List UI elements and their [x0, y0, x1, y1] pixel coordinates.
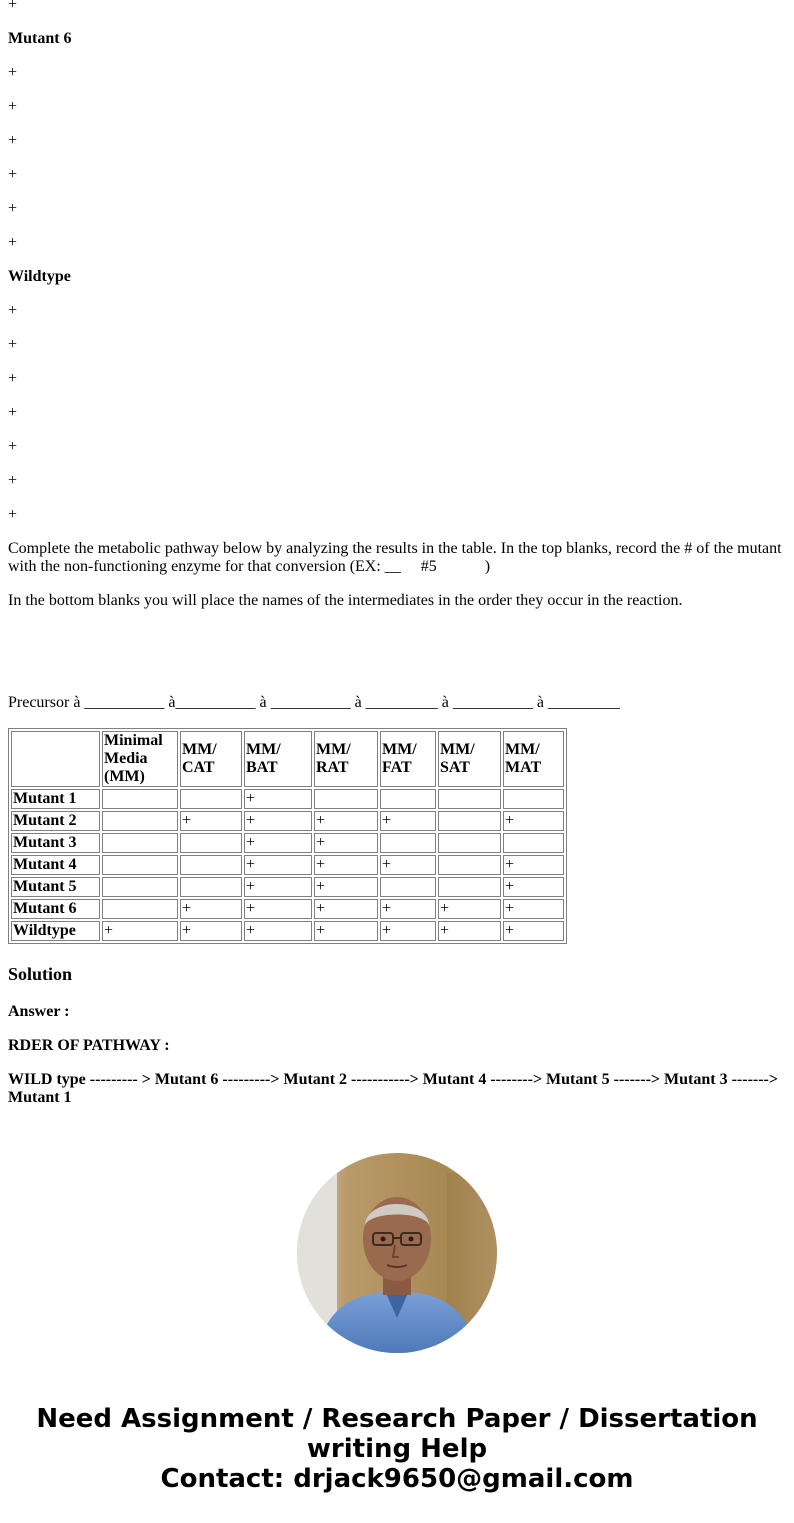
table-cell: + [180, 811, 242, 831]
table-cell: + [314, 811, 378, 831]
table-cell: + [314, 899, 378, 919]
row-label: Mutant 2 [11, 811, 100, 831]
tutor-portrait-image [297, 1153, 497, 1353]
table-cell [380, 789, 436, 809]
plus-mark: + [8, 472, 18, 489]
plus-mark: + [8, 234, 18, 251]
solution-heading: Solution [8, 964, 73, 984]
table-cell: + [314, 833, 378, 853]
promo-line: writing Help [306, 1434, 488, 1464]
plus-mark: + [8, 200, 18, 217]
table-cell [438, 833, 501, 853]
table-cell [438, 789, 501, 809]
table-cell [102, 833, 178, 853]
contact-email: Contact: drjack9650@gmail.com [160, 1464, 634, 1494]
mutant6-heading: Mutant 6 [8, 30, 72, 47]
table-cell: + [314, 855, 378, 875]
plus-mark: + [8, 0, 18, 13]
table-row [11, 855, 564, 875]
plus-mark: + [8, 404, 18, 421]
row-label: Mutant 4 [11, 855, 100, 875]
table-cell [102, 899, 178, 919]
answer-label: Answer : [8, 1003, 70, 1020]
results-table [8, 728, 567, 944]
table-cell: + [244, 833, 312, 853]
table-cell: + [244, 899, 312, 919]
table-cell: + [180, 921, 242, 941]
table-cell [102, 855, 178, 875]
plus-mark: + [8, 166, 18, 183]
table-cell: + [438, 899, 501, 919]
table-cell [180, 833, 242, 853]
table-header-cell: Minimal Media (MM) [102, 731, 178, 787]
table-cell: + [438, 921, 501, 941]
table-header-cell: MM/ FAT [380, 731, 436, 787]
table-cell [438, 877, 501, 897]
table-cell: + [314, 877, 378, 897]
wildtype-heading: Wildtype [8, 268, 71, 285]
table-cell: + [244, 877, 312, 897]
table-cell: + [503, 811, 564, 831]
instructions-paragraph: Complete the metabolic pathway below by analyzing the results in the table. In the top blanks, record the # of the mutant with the non-functioning enzyme for that conversion (EX: __ #5 ) [8, 540, 786, 575]
table-header-cell: MM/ SAT [438, 731, 501, 787]
table-row [11, 899, 564, 919]
table-cell: + [380, 899, 436, 919]
plus-mark: + [8, 132, 18, 149]
table-cell [102, 877, 178, 897]
row-label: Mutant 5 [11, 877, 100, 897]
table-cell [438, 855, 501, 875]
table-header-cell: MM/ MAT [503, 731, 564, 787]
tutor-avatar [297, 1153, 497, 1353]
table-cell: + [503, 921, 564, 941]
table-header-cell: MM/ RAT [314, 731, 378, 787]
table-cell [314, 789, 378, 809]
table-header-row [11, 731, 564, 787]
table-cell: + [180, 899, 242, 919]
plus-mark: + [8, 370, 18, 387]
table-cell [102, 811, 178, 831]
plus-mark: + [8, 98, 18, 115]
pathway-answer: WILD type --------- > Mutant 6 ---------> Mutant 2 -----------> Mutant 4 --------> Mutant 5 -------> Mutant 3 -------> Mutant 1 [8, 1071, 778, 1106]
table-cell: + [314, 921, 378, 941]
table-cell [438, 811, 501, 831]
table-cell [380, 877, 436, 897]
table-cell: + [102, 921, 178, 941]
table-cell: + [503, 855, 564, 875]
promo-banner [0, 1404, 794, 1494]
plus-mark: + [8, 506, 18, 523]
table-cell: + [503, 899, 564, 919]
table-row [11, 833, 564, 853]
table-cell: + [244, 789, 312, 809]
table-cell: + [380, 855, 436, 875]
table-cell [503, 789, 564, 809]
plus-mark: + [8, 302, 18, 319]
plus-mark: + [8, 336, 18, 353]
row-label: Mutant 1 [11, 789, 100, 809]
plus-mark: + [8, 438, 18, 455]
pathway-blanks: Precursor à __________ à__________ à __________ à _________ à __________ à _________ [8, 694, 620, 711]
table-cell [180, 877, 242, 897]
table-cell [503, 833, 564, 853]
table-header-cell: MM/ CAT [180, 731, 242, 787]
plus-mark: + [8, 64, 18, 81]
table-cell [380, 833, 436, 853]
instructions-paragraph-2: In the bottom blanks you will place the names of the intermediates in the order they occur in the reaction. [8, 592, 683, 609]
table-row [11, 921, 564, 941]
table-cell: + [503, 877, 564, 897]
pathway-order-label: RDER OF PATHWAY : [8, 1037, 170, 1054]
table-cell [102, 789, 178, 809]
row-label: Mutant 6 [11, 899, 100, 919]
row-label: Mutant 3 [11, 833, 100, 853]
promo-line: Need Assignment / Research Paper / Dissertation [36, 1404, 758, 1434]
table-row [11, 811, 564, 831]
table-cell: + [244, 855, 312, 875]
table-cell: + [244, 811, 312, 831]
table-cell: + [244, 921, 312, 941]
table-header-cell: MM/ BAT [244, 731, 312, 787]
table-cell: + [380, 921, 436, 941]
table-cell [180, 789, 242, 809]
table-cell: + [380, 811, 436, 831]
table-row [11, 877, 564, 897]
table-header-cell [11, 731, 100, 787]
table-row [11, 789, 564, 809]
table-cell [180, 855, 242, 875]
row-label: Wildtype [11, 921, 100, 941]
